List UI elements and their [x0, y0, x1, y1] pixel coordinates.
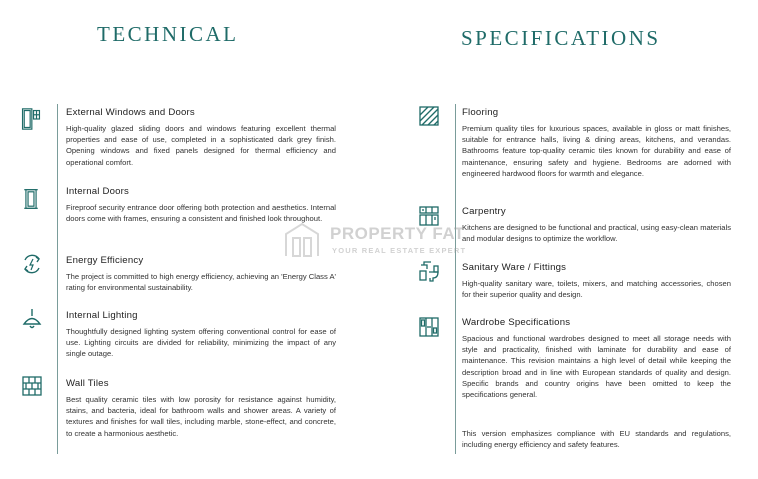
item-title: Internal Doors [66, 186, 130, 197]
left-column-divider [57, 104, 58, 454]
item-title: Internal Lighting [66, 310, 138, 321]
heading-technical: TECHNICAL [97, 22, 239, 46]
item-sanitary-ware [462, 262, 731, 300]
item-body: Premium quality tiles for luxurious spaces, available in gloss or matt finishes, suitable for entrance halls, living & dining areas, kitchens, and verandas. Bathrooms feature top-quality ceramic tiles known for durability and ease of maintenance, ensuring safety and hygiene. Bedrooms are adorned with engineered hardwood floors for warmth and elegance. [462, 124, 731, 178]
item-title: Sanitary Ware / Fittings [462, 262, 567, 273]
compliance-note [462, 428, 731, 450]
flooring-icon [418, 105, 440, 127]
watermark-logo-icon [282, 220, 322, 260]
item-body: Best quality ceramic tiles with low porosity for resistance against humidity, stains, and bacteria, ideal for bathroom walls and shower areas. A variety of textures and finishes for wall tiles, including marble, stone-effect, and concrete, to create a harmonious aesthetic. [66, 395, 336, 438]
item-title: External Windows and Doors [66, 107, 195, 118]
item-body: Spacious and functional wardrobes designed to meet all storage needs with style and practicality, finished with laminate for durability and ease of maintenance. This revision maintains a high level of detail while keeping the description broad and in line with European standards of quality and design. Specific brands and country origins have been omitted to keep the specifications general. [462, 334, 731, 400]
note-body: This version emphasizes compliance with EU standards and regulations, including energy efficiency and safety features. [462, 429, 731, 450]
heading-specifications: SPECIFICATIONS [461, 26, 661, 50]
item-title: Wall Tiles [66, 378, 109, 389]
item-title: Energy Efficiency [66, 255, 144, 266]
wardrobe-icon [418, 316, 440, 338]
item-title: Flooring [462, 107, 499, 118]
item-title: Wardrobe Specifications [462, 317, 571, 328]
item-body: The project is committed to high energy efficiency, achieving an 'Energy Class A' rating for environmental sustainability. [66, 272, 336, 293]
item-internal-doors [66, 186, 336, 224]
watermark-name: PROPERTY FAT [330, 224, 465, 243]
wall-tiles-icon [21, 375, 43, 397]
item-body: Kitchens are designed to be functional and practical, using easy-clean materials and modular designs to optimize the workflow. [462, 223, 731, 244]
item-wardrobe [462, 317, 731, 400]
item-body: Thoughtfully designed lighting system offering conventional control for ease of use. Lighting circuits are divided for reliability, minimizing the impact of any single outage. [66, 327, 336, 359]
item-carpentry [462, 206, 731, 244]
item-internal-lighting [66, 310, 336, 360]
right-column-divider [455, 104, 456, 454]
watermark-tagline: YOUR REAL ESTATE EXPERT [332, 246, 467, 255]
energy-icon [21, 253, 43, 275]
kitchen-cabinet-icon [418, 205, 440, 227]
item-energy-efficiency [66, 255, 336, 293]
item-external-windows-doors [66, 107, 336, 168]
item-body: High-quality sanitary ware, toilets, mixers, and matching accessories, chosen for their superior quality and design. [462, 279, 731, 300]
door-icon [20, 188, 42, 210]
item-body: High-quality glazed sliding doors and windows featuring excellent thermal properties and ease of use, completed in a sophisticated dark grey finish. Opening windows and fixed panels designed for thermal efficiency and operational comfort. [66, 124, 336, 167]
item-title: Carpentry [462, 206, 506, 217]
item-wall-tiles [66, 378, 336, 439]
window-door-icon [20, 108, 42, 130]
item-body: Fireproof security entrance door offering both protection and aesthetics. Internal doors come with frames, ensuring a consistent and finished look throughout. [66, 203, 336, 224]
sanitary-icon [418, 260, 440, 282]
item-flooring [462, 107, 731, 179]
ceiling-lamp-icon [21, 308, 43, 330]
